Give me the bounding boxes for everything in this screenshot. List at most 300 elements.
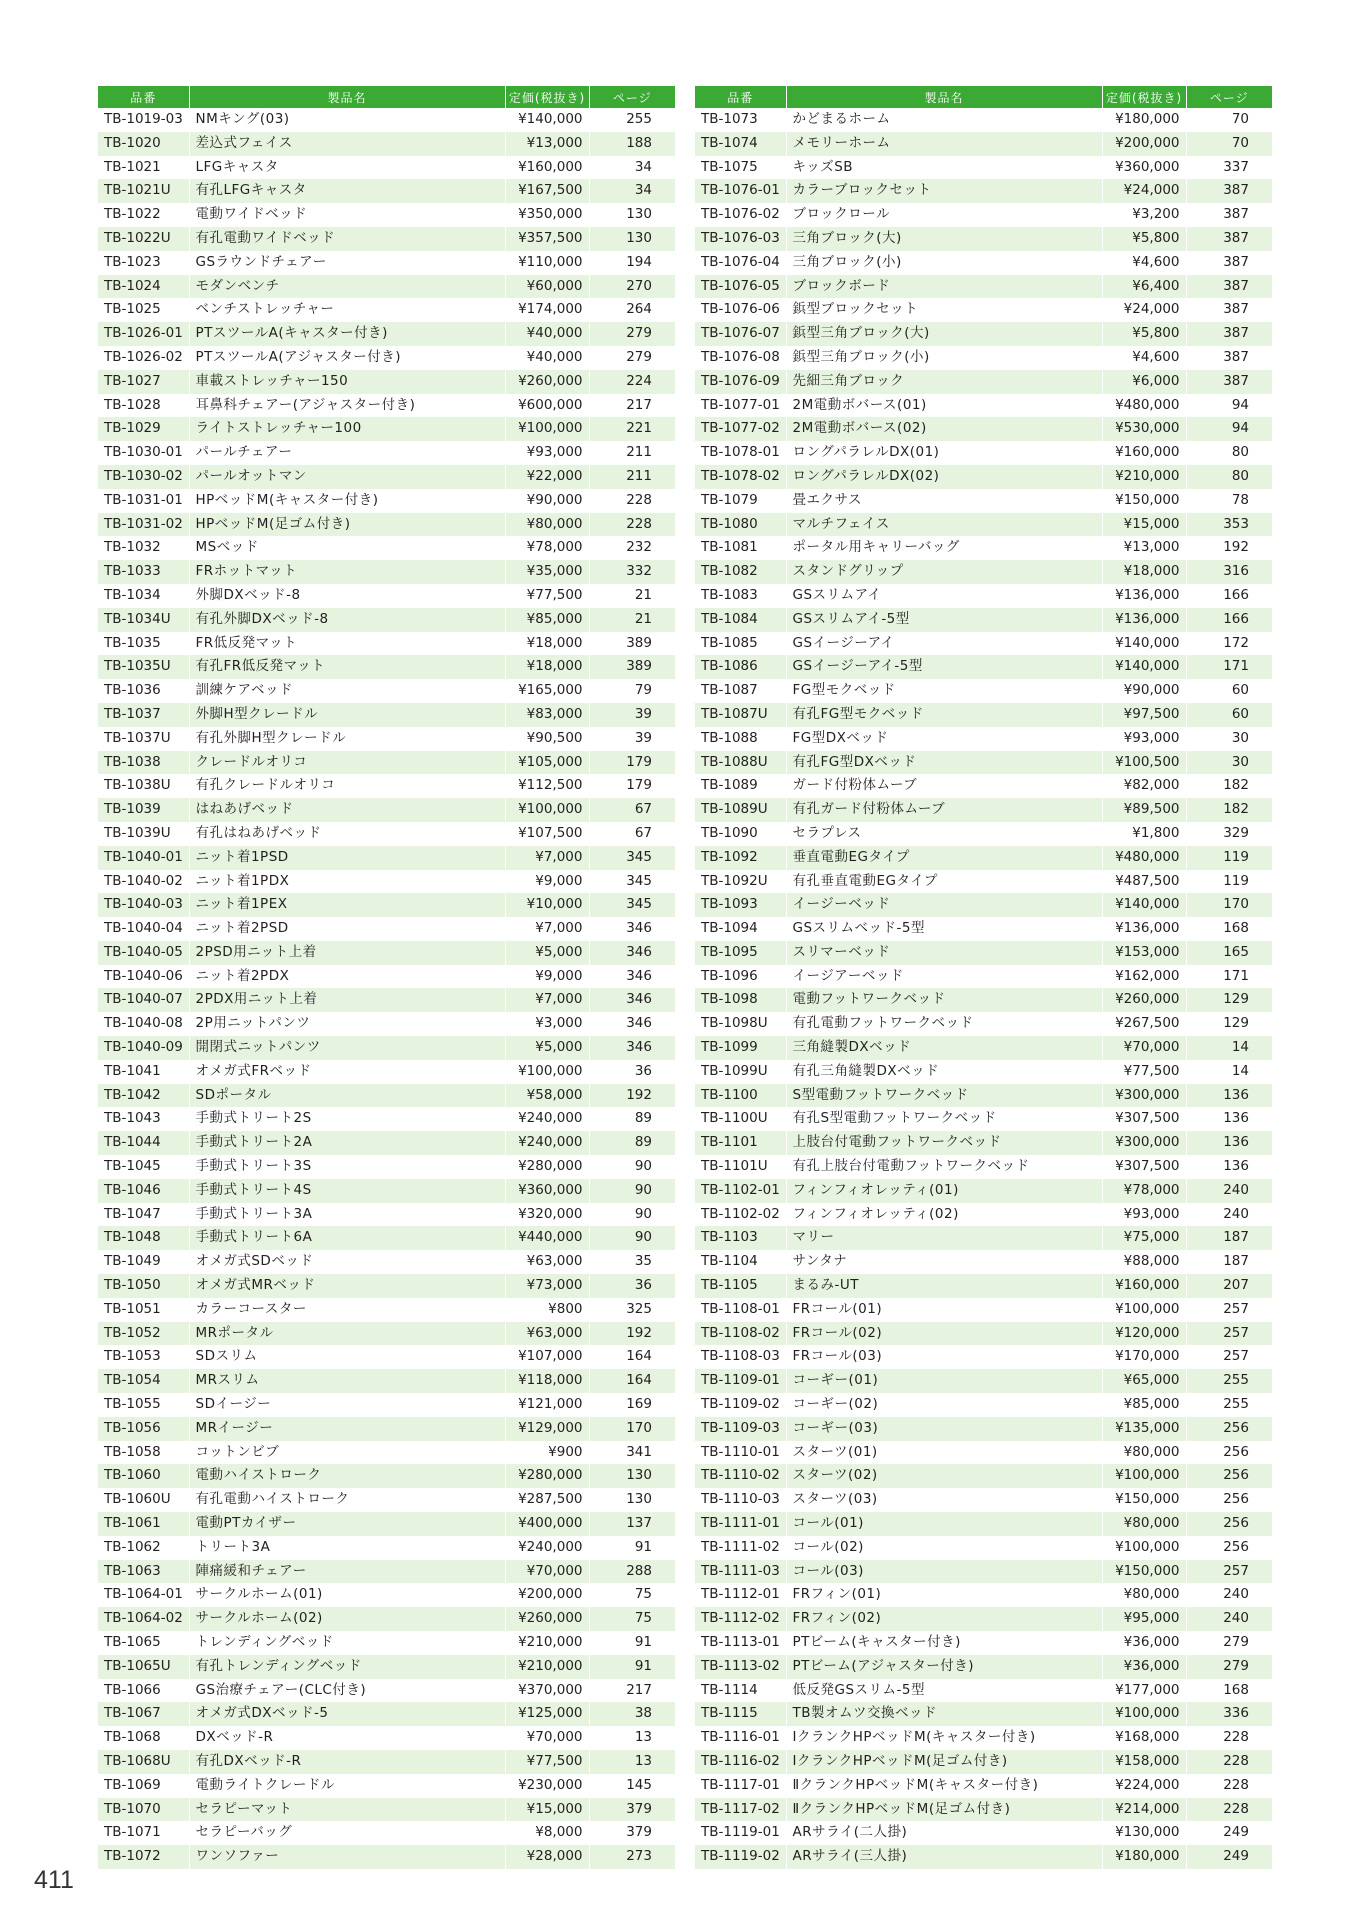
cell-page: 179 <box>589 751 675 775</box>
cell-code: TB-1040-03 <box>98 893 189 917</box>
table-row <box>695 560 1272 584</box>
table-row <box>98 1322 675 1346</box>
cell-name: 有孔S型電動フットワークベッド <box>786 1107 1102 1131</box>
cell-code: TB-1087U <box>695 703 786 727</box>
table-row <box>695 846 1272 870</box>
cell-price: ¥300,000 <box>1102 1131 1186 1155</box>
table-row <box>695 322 1272 346</box>
cell-name: コーギー(01) <box>786 1369 1102 1393</box>
cell-name: FRフィン(01) <box>786 1583 1102 1607</box>
table-row <box>98 1464 675 1488</box>
cell-code: TB-1108-02 <box>695 1322 786 1346</box>
table-row <box>98 822 675 846</box>
cell-code: TB-1073 <box>695 108 786 132</box>
cell-page: 387 <box>1223 206 1249 223</box>
cell-price: ¥136,000 <box>1102 608 1186 632</box>
cell-code: TB-1112-01 <box>695 1583 786 1607</box>
cell-code: TB-1081 <box>695 536 786 560</box>
table-row <box>98 1512 675 1536</box>
cell-page: 211 <box>589 465 675 489</box>
cell-name: SDイージー <box>189 1393 505 1417</box>
cell-name: 有孔ガード付粉体ムーブ <box>786 798 1102 822</box>
cell-price: ¥267,500 <box>1102 1012 1186 1036</box>
cell-name: GSスリムアイ-5型 <box>786 608 1102 632</box>
header-name: 製品名 <box>189 86 505 108</box>
cell-price: ¥13,000 <box>505 132 589 156</box>
table-row <box>695 1631 1272 1655</box>
table-row <box>695 1203 1272 1227</box>
cell-page: 136 <box>1223 1110 1249 1127</box>
cell-name: フィンフィオレッティ(02) <box>786 1203 1102 1227</box>
table-row <box>98 1298 675 1322</box>
cell-page: 345 <box>626 872 652 889</box>
table-header-row <box>695 86 1272 108</box>
table-row <box>695 1821 1272 1845</box>
cell-page: 341 <box>626 1443 652 1460</box>
price-table-right <box>695 86 1272 1869</box>
cell-page: 257 <box>1186 1560 1272 1584</box>
cell-price: ¥80,000 <box>1102 1512 1186 1536</box>
cell-code: TB-1101U <box>695 1155 786 1179</box>
cell-page: 187 <box>1223 1253 1249 1270</box>
cell-code: TB-1064-01 <box>98 1583 189 1607</box>
cell-page: 316 <box>1186 560 1272 584</box>
cell-page: 80 <box>1186 465 1272 489</box>
table-row <box>695 417 1272 441</box>
cell-name: ARサライ(二人掛) <box>786 1821 1102 1845</box>
cell-page: 249 <box>1186 1845 1272 1869</box>
cell-name: LFGキャスタ <box>189 156 505 180</box>
table-row <box>695 870 1272 894</box>
cell-page: 136 <box>1186 1131 1272 1155</box>
table-row <box>98 1560 675 1584</box>
cell-name: 外脚DXベッド-8 <box>189 584 505 608</box>
cell-price: ¥18,000 <box>505 655 589 679</box>
table-row <box>695 632 1272 656</box>
cell-price: ¥18,000 <box>1102 560 1186 584</box>
cell-code: TB-1075 <box>695 156 786 180</box>
cell-price: ¥160,000 <box>505 156 589 180</box>
cell-price: ¥93,000 <box>505 441 589 465</box>
cell-page: 256 <box>1186 1417 1272 1441</box>
cell-price: ¥15,000 <box>505 1798 589 1822</box>
cell-page: 211 <box>626 444 652 461</box>
cell-code: TB-1060U <box>98 1488 189 1512</box>
cell-name: 2PDX用ニット上着 <box>189 988 505 1012</box>
table-row <box>98 1203 675 1227</box>
cell-name: 2M電動ボバース(02) <box>786 417 1102 441</box>
table-row <box>695 1560 1272 1584</box>
table-row <box>695 1298 1272 1322</box>
cell-name: コットンビブ <box>189 1441 505 1465</box>
cell-page: 264 <box>626 301 652 318</box>
cell-code: TB-1046 <box>98 1179 189 1203</box>
cell-page: 145 <box>626 1776 652 1793</box>
cell-price: ¥80,000 <box>1102 1583 1186 1607</box>
table-row <box>98 1607 675 1631</box>
cell-code: TB-1102-02 <box>695 1203 786 1227</box>
cell-price: ¥7,000 <box>505 917 589 941</box>
cell-name: はねあげベッド <box>189 798 505 822</box>
cell-name: ロングパラレルDX(01) <box>786 441 1102 465</box>
cell-page: 13 <box>589 1750 675 1774</box>
table-row <box>695 298 1272 322</box>
cell-code: TB-1102-01 <box>695 1179 786 1203</box>
table-row <box>695 941 1272 965</box>
cell-page: 171 <box>1223 967 1249 984</box>
cell-page: 14 <box>1231 1062 1249 1079</box>
cell-code: TB-1067 <box>98 1702 189 1726</box>
cell-page: 90 <box>589 1226 675 1250</box>
cell-price: ¥180,000 <box>1102 1845 1186 1869</box>
table-row <box>98 417 675 441</box>
price-table-left <box>98 86 675 1869</box>
table-row <box>695 394 1272 418</box>
cell-page: 136 <box>1223 1158 1249 1175</box>
cell-code: TB-1040-04 <box>98 917 189 941</box>
table-row <box>695 1179 1272 1203</box>
table-row <box>98 1655 675 1679</box>
cell-name: 畳エクサス <box>786 489 1102 513</box>
cell-page: 172 <box>1223 634 1249 651</box>
cell-price: ¥110,000 <box>505 251 589 275</box>
cell-price: ¥88,000 <box>1102 1250 1186 1274</box>
cell-price: ¥125,000 <box>505 1702 589 1726</box>
cell-price: ¥77,500 <box>505 584 589 608</box>
page-number: 411 <box>34 1866 74 1894</box>
table-row <box>98 1274 675 1298</box>
cell-code: TB-1028 <box>98 394 189 418</box>
table-row <box>695 1845 1272 1869</box>
cell-price: ¥200,000 <box>505 1583 589 1607</box>
cell-name: オメガ式SDベッド <box>189 1250 505 1274</box>
cell-page: 79 <box>634 682 652 699</box>
table-row <box>98 203 675 227</box>
cell-code: TB-1025 <box>98 298 189 322</box>
table-row <box>98 179 675 203</box>
cell-name: ポータル用キャリーバッグ <box>786 536 1102 560</box>
cell-page: 353 <box>1186 513 1272 537</box>
cell-name: 2PSD用ニット上着 <box>189 941 505 965</box>
cell-price: ¥350,000 <box>505 203 589 227</box>
table-row <box>695 774 1272 798</box>
table-row <box>695 1417 1272 1441</box>
cell-name: 低反発GSスリム-5型 <box>786 1679 1102 1703</box>
cell-page: 217 <box>626 396 652 413</box>
cell-code: TB-1084 <box>695 608 786 632</box>
cell-name: ニット着1PEX <box>189 893 505 917</box>
cell-price: ¥63,000 <box>505 1322 589 1346</box>
cell-name: ガード付粉体ムーブ <box>786 774 1102 798</box>
cell-price: ¥230,000 <box>505 1774 589 1798</box>
cell-price: ¥40,000 <box>505 322 589 346</box>
cell-code: TB-1040-06 <box>98 965 189 989</box>
table-row <box>695 798 1272 822</box>
header-code: 品番 <box>98 86 189 108</box>
cell-price: ¥7,000 <box>505 846 589 870</box>
cell-page: 257 <box>1223 1348 1249 1365</box>
table-row <box>695 917 1272 941</box>
cell-page: 129 <box>1223 1015 1249 1032</box>
cell-name: ロングパラレルDX(02) <box>786 465 1102 489</box>
cell-price: ¥4,600 <box>1102 346 1186 370</box>
cell-code: TB-1071 <box>98 1821 189 1845</box>
cell-name: S型電動フットワークベッド <box>786 1084 1102 1108</box>
cell-code: TB-1090 <box>695 822 786 846</box>
cell-price: ¥168,000 <box>1102 1726 1186 1750</box>
cell-code: TB-1110-01 <box>695 1441 786 1465</box>
cell-price: ¥360,000 <box>1102 156 1186 180</box>
table-row <box>695 1036 1272 1060</box>
cell-code: TB-1119-02 <box>695 1845 786 1869</box>
cell-code: TB-1111-02 <box>695 1536 786 1560</box>
table-row <box>98 1488 675 1512</box>
cell-name: 有孔LFGキャスタ <box>189 179 505 203</box>
table-row <box>695 227 1272 251</box>
cell-page: 337 <box>1223 158 1249 175</box>
cell-page: 270 <box>589 275 675 299</box>
cell-page: 249 <box>1223 1824 1249 1841</box>
cell-code: TB-1040-08 <box>98 1012 189 1036</box>
cell-code: TB-1108-03 <box>695 1345 786 1369</box>
cell-page: 240 <box>1186 1179 1272 1203</box>
cell-code: TB-1113-01 <box>695 1631 786 1655</box>
cell-code: TB-1037U <box>98 727 189 751</box>
cell-code: TB-1021 <box>98 156 189 180</box>
cell-name: パールチェアー <box>189 441 505 465</box>
cell-page: 279 <box>1186 1655 1272 1679</box>
cell-page: 179 <box>626 777 652 794</box>
cell-page: 70 <box>1231 111 1249 127</box>
cell-code: TB-1089 <box>695 774 786 798</box>
cell-name: 2M電動ボバース(01) <box>786 394 1102 418</box>
cell-price: ¥370,000 <box>505 1679 589 1703</box>
cell-code: TB-1044 <box>98 1131 189 1155</box>
cell-page: 21 <box>634 586 652 603</box>
table-row <box>98 608 675 632</box>
cell-page: 168 <box>1223 1681 1249 1698</box>
cell-code: TB-1034U <box>98 608 189 632</box>
cell-price: ¥7,000 <box>505 988 589 1012</box>
cell-page: 13 <box>634 1729 652 1746</box>
cell-page: 89 <box>589 1131 675 1155</box>
cell-page: 346 <box>589 941 675 965</box>
table-row <box>695 370 1272 394</box>
cell-name: マルチフェイス <box>786 513 1102 537</box>
cell-price: ¥260,000 <box>1102 988 1186 1012</box>
cell-page: 70 <box>1186 132 1272 156</box>
cell-name: 手動式トリート4S <box>189 1179 505 1203</box>
cell-code: TB-1050 <box>98 1274 189 1298</box>
cell-price: ¥10,000 <box>505 893 589 917</box>
cell-price: ¥210,000 <box>505 1655 589 1679</box>
table-row <box>695 822 1272 846</box>
cell-page: 256 <box>1223 1538 1249 1555</box>
cell-page: 279 <box>626 348 652 365</box>
cell-name: 有孔垂直電動EGタイプ <box>786 870 1102 894</box>
cell-price: ¥440,000 <box>505 1226 589 1250</box>
cell-price: ¥129,000 <box>505 1417 589 1441</box>
cell-page: 255 <box>1223 1396 1249 1413</box>
table-row <box>695 1512 1272 1536</box>
cell-page: 90 <box>634 1205 652 1222</box>
table-row <box>98 727 675 751</box>
cell-page: 346 <box>626 920 652 937</box>
table-row <box>98 370 675 394</box>
cell-code: TB-1048 <box>98 1226 189 1250</box>
cell-name: 有孔トレンディングベッド <box>189 1655 505 1679</box>
cell-price: ¥93,000 <box>1102 1203 1186 1227</box>
cell-code: TB-1030-02 <box>98 465 189 489</box>
cell-code: TB-1078-02 <box>695 465 786 489</box>
table-row <box>98 893 675 917</box>
cell-price: ¥307,500 <box>1102 1155 1186 1179</box>
cell-page: 228 <box>589 513 675 537</box>
cell-name: 電動ライトクレードル <box>189 1774 505 1798</box>
cell-name: GS治療チェアー(CLC付き) <box>189 1679 505 1703</box>
cell-code: TB-1041 <box>98 1060 189 1084</box>
header-page: ページ <box>1186 86 1272 108</box>
cell-code: TB-1074 <box>695 132 786 156</box>
cell-price: ¥6,400 <box>1102 275 1186 299</box>
cell-code: TB-1116-01 <box>695 1726 786 1750</box>
table-row <box>695 132 1272 156</box>
table-row <box>695 156 1272 180</box>
table-row <box>98 774 675 798</box>
cell-price: ¥77,500 <box>1102 1060 1186 1084</box>
table-row <box>695 893 1272 917</box>
header-name: 製品名 <box>786 86 1102 108</box>
table-row <box>98 465 675 489</box>
header-price: 定価(税抜き) <box>1102 86 1186 108</box>
cell-price: ¥240,000 <box>505 1131 589 1155</box>
cell-page: 228 <box>1223 1776 1249 1793</box>
cell-name: SDスリム <box>189 1345 505 1369</box>
cell-page: 255 <box>626 111 652 127</box>
cell-name: FG型モクベッド <box>786 679 1102 703</box>
cell-price: ¥5,000 <box>505 941 589 965</box>
cell-name: ⅡクランクHPベッドM(足ゴム付き) <box>786 1798 1102 1822</box>
cell-price: ¥60,000 <box>505 275 589 299</box>
cell-name: 手動式トリート2S <box>189 1107 505 1131</box>
cell-page: 346 <box>626 1015 652 1032</box>
cell-code: TB-1092U <box>695 870 786 894</box>
cell-name: DXベッド-R <box>189 1726 505 1750</box>
cell-page: 165 <box>1186 941 1272 965</box>
cell-price: ¥105,000 <box>505 751 589 775</box>
cell-name: オメガ式FRベッド <box>189 1060 505 1084</box>
cell-name: トリート3A <box>189 1536 505 1560</box>
cell-name: 手動式トリート2A <box>189 1131 505 1155</box>
cell-name: まるみ-UT <box>786 1274 1102 1298</box>
table-row <box>98 965 675 989</box>
cell-code: TB-1068U <box>98 1750 189 1774</box>
cell-name: ⅠクランクHPベッドM(キャスター付き) <box>786 1726 1102 1750</box>
table-row <box>98 108 675 132</box>
cell-price: ¥307,500 <box>1102 1107 1186 1131</box>
cell-page: 345 <box>589 846 675 870</box>
cell-name: メモリーホーム <box>786 132 1102 156</box>
cell-code: TB-1069 <box>98 1774 189 1798</box>
cell-code: TB-1092 <box>695 846 786 870</box>
cell-page: 130 <box>626 1491 652 1508</box>
cell-code: TB-1093 <box>695 893 786 917</box>
cell-name: MRスリム <box>189 1369 505 1393</box>
table-row <box>695 703 1272 727</box>
cell-page: 60 <box>1231 682 1249 699</box>
table-row <box>98 941 675 965</box>
cell-page: 80 <box>1231 444 1249 461</box>
cell-name: HPベッドM(足ゴム付き) <box>189 513 505 537</box>
cell-price: ¥153,000 <box>1102 941 1186 965</box>
cell-name: サークルホーム(01) <box>189 1583 505 1607</box>
cell-code: TB-1119-01 <box>695 1821 786 1845</box>
cell-page: 329 <box>1223 824 1249 841</box>
cell-name: 開閉式ニットパンツ <box>189 1036 505 1060</box>
cell-page: 170 <box>589 1417 675 1441</box>
table-row <box>98 322 675 346</box>
cell-name: イージーベッド <box>786 893 1102 917</box>
cell-price: ¥174,000 <box>505 298 589 322</box>
cell-code: TB-1098 <box>695 988 786 1012</box>
table-row <box>695 679 1272 703</box>
cell-price: ¥8,000 <box>505 1821 589 1845</box>
cell-price: ¥180,000 <box>1102 108 1186 132</box>
cell-page: 90 <box>589 1179 675 1203</box>
table-row <box>695 1345 1272 1369</box>
cell-page: 75 <box>634 1586 652 1603</box>
cell-page: 130 <box>589 1464 675 1488</box>
cell-page: 387 <box>1223 348 1249 365</box>
table-row <box>695 1726 1272 1750</box>
cell-page: 34 <box>589 179 675 203</box>
cell-name: FR低反発マット <box>189 632 505 656</box>
cell-price: ¥9,000 <box>505 965 589 989</box>
cell-price: ¥400,000 <box>505 1512 589 1536</box>
cell-name: ニット着1PDX <box>189 870 505 894</box>
cell-code: TB-1068 <box>98 1726 189 1750</box>
cell-code: TB-1066 <box>98 1679 189 1703</box>
header-code: 品番 <box>695 86 786 108</box>
cell-price: ¥15,000 <box>1102 513 1186 537</box>
cell-page: 166 <box>1223 586 1249 603</box>
cell-page: 332 <box>589 560 675 584</box>
cell-name: NMキング(03) <box>189 108 505 132</box>
cell-page: 228 <box>626 491 652 508</box>
cell-code: TB-1100 <box>695 1084 786 1108</box>
cell-code: TB-1023 <box>98 251 189 275</box>
cell-price: ¥130,000 <box>1102 1821 1186 1845</box>
table-row <box>695 1012 1272 1036</box>
cell-name: 有孔電動ワイドベッド <box>189 227 505 251</box>
table-row <box>695 513 1272 537</box>
cell-name: ライトストレッチャー100 <box>189 417 505 441</box>
cell-price: ¥165,000 <box>505 679 589 703</box>
cell-price: ¥83,000 <box>505 703 589 727</box>
table-row <box>98 1821 675 1845</box>
cell-price: ¥100,000 <box>1102 1702 1186 1726</box>
cell-code: TB-1076-09 <box>695 370 786 394</box>
table-row <box>98 513 675 537</box>
cell-code: TB-1109-01 <box>695 1369 786 1393</box>
table-row <box>98 1798 675 1822</box>
cell-page: 91 <box>634 1634 652 1650</box>
cell-code: TB-1063 <box>98 1560 189 1584</box>
cell-price: ¥4,600 <box>1102 251 1186 275</box>
cell-name: オメガ式MRベッド <box>189 1274 505 1298</box>
header-price: 定価(税抜き) <box>505 86 589 108</box>
cell-name: ニット着2PSD <box>189 917 505 941</box>
